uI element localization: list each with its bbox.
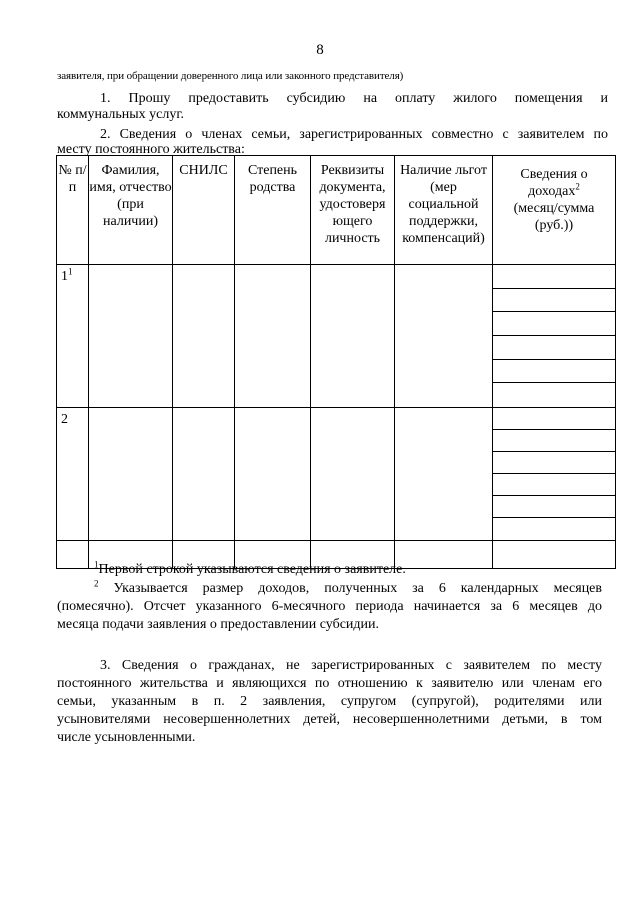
snils-cell[interactable] [173,408,235,541]
item2-line1: 2. Сведения о членах семьи, зарегистрированных совместно с заявителем по [100,127,608,142]
snils-cell[interactable] [173,265,235,408]
footnote-2-line3: месяца подачи заявления о предоставлении субсидии. [57,617,380,632]
item1-line1: 1. Прошу предоставить субсидию на оплату жилого помещения и [100,91,608,106]
header-income-label: Сведения о доходах [520,167,588,199]
family-members-table [56,155,616,569]
top-line-fragment: заявителя, при обращении доверенного лица или законного представителя) [57,70,404,82]
item3-line1: 3. Сведения о гражданах, не зарегистрированных с заявителем по месту [100,658,602,673]
full-name-cell[interactable] [89,408,173,541]
item1-line2: коммунальных услуг. [57,107,185,122]
table-header-row [57,156,616,265]
footnote-1 [94,561,614,578]
benefits-cell[interactable] [395,265,493,408]
income-month-line[interactable] [493,474,615,496]
benefits-cell[interactable] [395,408,493,541]
row-number-cell [57,408,89,541]
header-income-footnote-mark: 2 [575,181,580,192]
item3-line5: числе усыновленными. [57,730,196,745]
row-number-cell [57,265,89,408]
income-month-line[interactable] [493,452,615,474]
income-month-line[interactable] [493,408,615,430]
footnote-2-mark: 2 [94,578,99,589]
income-month-line[interactable] [493,383,615,407]
income-month-line[interactable] [493,430,615,452]
income-month-line[interactable] [493,312,615,336]
row-number: 2 [61,412,68,427]
relation-cell[interactable] [235,408,311,541]
row-number-cell [57,541,89,569]
item3-line4: усыновителями несовершеннолетних детей, несовершеннолетними детьми, в том [57,712,602,727]
footnote-2-line1 [94,580,602,597]
row-number-footnote-mark: 1 [68,266,73,277]
header-relation: Степень родства [235,156,311,265]
footnote-2-line2: (помесячно). Отсчет указанного 6-месячного периода начинается за 6 месяцев до [57,599,602,614]
item3-line3: семьи, указанным в п. 2 заявления, супругом (супругой), родителями или [57,694,602,709]
income-month-line[interactable] [493,360,615,383]
header-snils: СНИЛС [173,156,235,265]
footnote-1-text: Первой строкой указываются сведения о заявителе. [98,562,406,577]
income-month-line[interactable] [493,289,615,312]
page-number: 8 [316,42,324,58]
table-row [57,408,616,541]
row-number: 1 [61,269,68,284]
income-month-line[interactable] [493,265,615,289]
relation-cell[interactable] [235,265,311,408]
header-number: № п/п [57,156,89,265]
income-month-line[interactable] [493,496,615,518]
footnote-1-mark: 1 [94,559,99,570]
income-month-line[interactable] [493,336,615,360]
header-full-name: Фамилия, имя, отчество (при наличии) [89,156,173,265]
income-month-line[interactable] [493,518,615,540]
header-benefits: Наличие льгот (мер социальной поддержки, компенсаций) [395,156,493,265]
id-document-cell[interactable] [311,408,395,541]
income-cell [493,265,616,408]
header-id-document: Реквизиты документа, удостоверя ющего личность [311,156,395,265]
footnote-2-text: Указывается размер доходов, полученных за 6 календарных месяцев [113,581,603,596]
id-document-cell[interactable] [311,265,395,408]
header-income [493,156,616,265]
item2-line2: месту постоянного жительства: [57,142,245,157]
table-row [57,265,616,408]
item3-line2: постоянного жительства и являющихся по отношению к заявителю или членам его [57,676,602,691]
income-cell [493,408,616,541]
header-income-tail: (месяц/сумма (руб.)) [513,201,595,233]
full-name-cell[interactable] [89,265,173,408]
